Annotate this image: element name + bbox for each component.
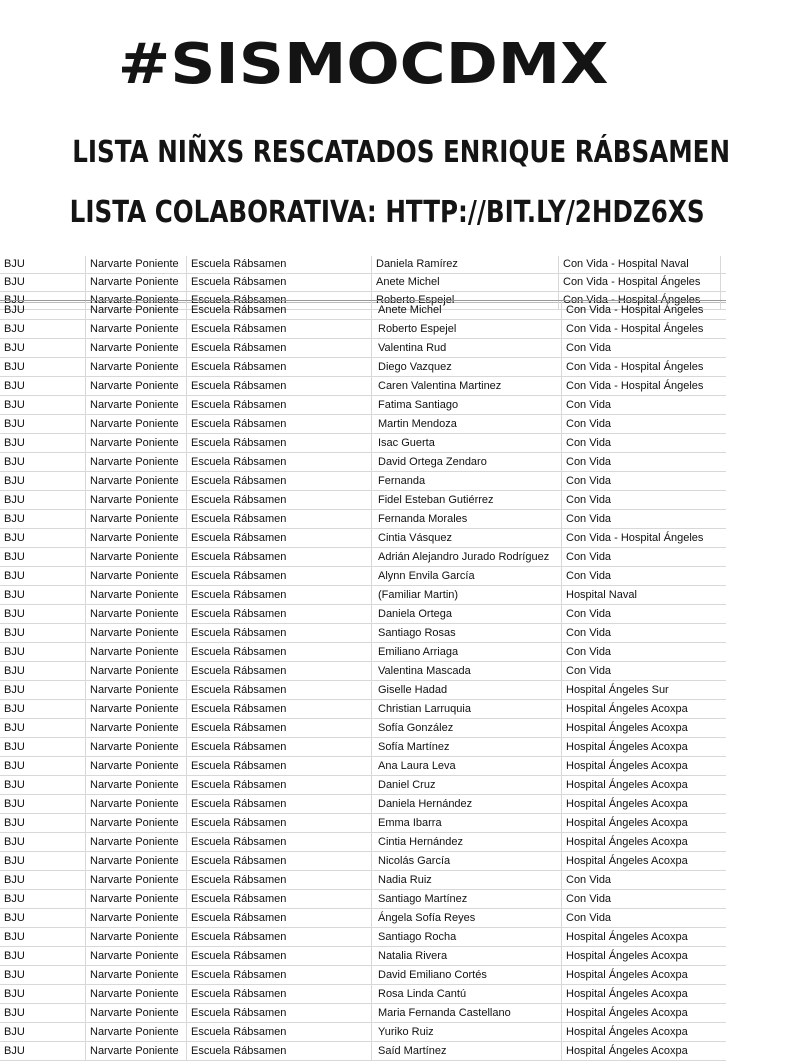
table-cell: Escuela Rábsamen (187, 776, 372, 794)
table-cell: Con Vida (566, 475, 612, 487)
table-cell: Escuela Rábsamen (187, 1023, 372, 1041)
table-cell: Saíd Martínez (374, 1042, 562, 1060)
table-cell: BJU (0, 795, 86, 813)
table-cell: Hospital Ángeles Acoxpa (566, 836, 688, 848)
table-row (0, 339, 726, 358)
table-cell: BJU (0, 985, 86, 1003)
table-cell: Narvarte Poniente (86, 1042, 187, 1060)
table-cell: Fernanda (374, 472, 562, 490)
table-cell: BJU (0, 339, 86, 357)
table-cell: Nadia Ruiz (374, 871, 562, 889)
table-cell: Narvarte Poniente (86, 624, 187, 642)
table-cell: Ana Laura Leva (374, 757, 562, 775)
table-row (0, 396, 726, 415)
table-row (0, 274, 726, 292)
table-cell: Narvarte Poniente (86, 833, 187, 851)
table-cell: Escuela Rábsamen (187, 1042, 372, 1060)
table-cell: Narvarte Poniente (86, 871, 187, 889)
table-cell: Hospital Ángeles Acoxpa (566, 798, 688, 810)
table-cell: Hospital Ángeles Acoxpa (566, 969, 688, 981)
table-cell: Con Vida (566, 665, 612, 677)
table-cell: (Familiar Martin) (374, 586, 562, 604)
table-cell: Narvarte Poniente (86, 738, 187, 756)
table-cell: Escuela Rábsamen (187, 928, 372, 946)
table-cell: Con Vida (566, 570, 612, 582)
table-cell: BJU (0, 510, 86, 528)
table-cell: Martin Mendoza (374, 415, 562, 433)
table-cell: Narvarte Poniente (86, 909, 187, 927)
table-cell: Alynn Envila García (374, 567, 562, 585)
table-row (0, 1023, 726, 1042)
table-cell: Escuela Rábsamen (187, 624, 372, 642)
table-row (0, 510, 726, 529)
table-cell: Con Vida - Hospital Ángeles (566, 304, 704, 316)
table-cell: BJU (0, 700, 86, 718)
table-cell: Caren Valentina Martinez (374, 377, 562, 395)
table-cell: Escuela Rábsamen (187, 415, 372, 433)
table-cell: BJU (0, 681, 86, 699)
table-cell: Emiliano Arriaga (374, 643, 562, 661)
table-row (0, 548, 726, 567)
table-cell: Narvarte Poniente (86, 434, 187, 452)
table-cell: Maria Fernanda Castellano (374, 1004, 562, 1022)
table-cell: Con Vida (566, 646, 612, 658)
table-cell: Narvarte Poniente (86, 377, 187, 395)
table-cell: Narvarte Poniente (86, 814, 187, 832)
table-cell: Cintia Hernández (374, 833, 562, 851)
table-cell: BJU (0, 814, 86, 832)
table-row (0, 757, 726, 776)
table-cell: BJU (0, 947, 86, 965)
table-cell: Escuela Rábsamen (187, 795, 372, 813)
table-cell: Narvarte Poniente (86, 605, 187, 623)
table-cell: Escuela Rábsamen (187, 738, 372, 756)
table-cell: Cintia Vásquez (374, 529, 562, 547)
table-row (0, 700, 726, 719)
table-row (0, 890, 726, 909)
table-cell: Hospital Ángeles Acoxpa (566, 950, 688, 962)
table-cell: Hospital Ángeles Acoxpa (566, 1045, 688, 1057)
table-cell: Con Vida - Hospital Naval (559, 256, 721, 274)
table-cell: Narvarte Poniente (86, 643, 187, 661)
table-cell: Narvarte Poniente (86, 567, 187, 585)
table-cell: BJU (0, 434, 86, 452)
table-cell: BJU (0, 1023, 86, 1041)
table-cell: Narvarte Poniente (86, 890, 187, 908)
spreadsheet-main (0, 300, 726, 1057)
table-cell: Con Vida (566, 893, 612, 905)
table-cell: BJU (0, 472, 86, 490)
table-cell: BJU (0, 396, 86, 414)
table-cell: Hospital Ángeles Acoxpa (566, 741, 688, 753)
table-cell: Narvarte Poniente (86, 985, 187, 1003)
table-cell: Con Vida - Hospital Ángeles (566, 361, 704, 373)
table-cell: Narvarte Poniente (86, 415, 187, 433)
table-cell: Hospital Ángeles Acoxpa (566, 779, 688, 791)
table-cell: Sofía Martínez (374, 738, 562, 756)
table-cell: Con Vida (566, 627, 612, 639)
table-cell: Escuela Rábsamen (187, 339, 372, 357)
table-cell: Escuela Rábsamen (187, 320, 372, 338)
table-row (0, 795, 726, 814)
table-cell: BJU (0, 256, 86, 274)
table-cell: Adrián Alejandro Jurado Rodríguez (374, 548, 562, 566)
table-cell: Escuela Rábsamen (187, 890, 372, 908)
table-cell: Escuela Rábsamen (187, 434, 372, 452)
hashtag-text: #SISMOCDMX (117, 32, 609, 97)
table-cell: Narvarte Poniente (86, 292, 187, 310)
table-row (0, 852, 726, 871)
table-cell: BJU (0, 605, 86, 623)
table-cell: Fernanda Morales (374, 510, 562, 528)
table-cell: Narvarte Poniente (86, 453, 187, 471)
table-cell: Escuela Rábsamen (187, 643, 372, 661)
table-cell: BJU (0, 643, 86, 661)
table-cell: Escuela Rábsamen (187, 909, 372, 927)
table-cell: Narvarte Poniente (86, 947, 187, 965)
table-row (0, 643, 726, 662)
table-row (0, 776, 726, 795)
table-cell: Con Vida (566, 608, 612, 620)
table-cell: BJU (0, 890, 86, 908)
table-cell: Narvarte Poniente (86, 548, 187, 566)
table-cell: BJU (0, 624, 86, 642)
table-cell: BJU (0, 548, 86, 566)
table-row (0, 814, 726, 833)
table-cell: Escuela Rábsamen (187, 358, 372, 376)
table-cell: Escuela Rábsamen (187, 814, 372, 832)
table-cell: Escuela Rábsamen (187, 966, 372, 984)
table-cell: Con Vida (566, 342, 612, 354)
table-row (0, 624, 726, 643)
spreadsheet-fragment-top (0, 256, 726, 306)
table-cell: Natalia Rivera (374, 947, 562, 965)
table-cell: Escuela Rábsamen (187, 301, 372, 319)
table-row (0, 833, 726, 852)
table-cell: BJU (0, 415, 86, 433)
table-cell: Nicolás García (374, 852, 562, 870)
table-cell: Rosa Linda Cantú (374, 985, 562, 1003)
table-row (0, 529, 726, 548)
table-cell: Escuela Rábsamen (187, 453, 372, 471)
table-cell: Narvarte Poniente (86, 274, 187, 292)
table-cell: Escuela Rábsamen (187, 605, 372, 623)
table-row (0, 947, 726, 966)
table-cell: Narvarte Poniente (86, 339, 187, 357)
table-cell: BJU (0, 871, 86, 889)
table-cell: BJU (0, 292, 86, 310)
table-cell: Narvarte Poniente (86, 852, 187, 870)
table-cell: Narvarte Poniente (86, 301, 187, 319)
table-row (0, 301, 726, 320)
table-row (0, 586, 726, 605)
table-row (0, 871, 726, 890)
table-row (0, 256, 726, 274)
table-cell: BJU (0, 453, 86, 471)
link-line-text: LISTA COLABORATIVA: HTTP://BIT.LY/2HDZ6XS (69, 195, 705, 230)
table-cell: Escuela Rábsamen (187, 586, 372, 604)
table-cell: Daniela Ortega (374, 605, 562, 623)
table-row (0, 662, 726, 681)
table-cell: Con Vida (566, 456, 612, 468)
poster-header (0, 0, 731, 250)
collaborative-link-line (0, 188, 726, 238)
table-cell: Santiago Martínez (374, 890, 562, 908)
table-cell: Giselle Hadad (374, 681, 562, 699)
table-cell: Isac Guerta (374, 434, 562, 452)
table-cell: Hospital Ángeles Acoxpa (566, 855, 688, 867)
table-cell: Con Vida (566, 513, 612, 525)
table-cell: BJU (0, 1042, 86, 1060)
table-row (0, 1042, 726, 1061)
table-row (0, 415, 726, 434)
table-cell: David Ortega Zendaro (374, 453, 562, 471)
table-cell: Escuela Rábsamen (187, 985, 372, 1003)
table-cell: Escuela Rábsamen (187, 529, 372, 547)
table-cell: Con Vida - Hospital Ángeles (559, 292, 721, 310)
table-cell: Hospital Ángeles Acoxpa (566, 1007, 688, 1019)
table-cell: BJU (0, 491, 86, 509)
table-cell: Escuela Rábsamen (187, 396, 372, 414)
table-cell: Narvarte Poniente (86, 757, 187, 775)
table-cell: Con Vida (566, 437, 612, 449)
table-cell: Roberto Espejel (372, 292, 559, 310)
table-cell: Escuela Rábsamen (187, 947, 372, 965)
table-cell: Escuela Rábsamen (187, 852, 372, 870)
table-cell: Escuela Rábsamen (187, 700, 372, 718)
table-cell: Narvarte Poniente (86, 529, 187, 547)
table-cell: BJU (0, 377, 86, 395)
table-cell: Santiago Rocha (374, 928, 562, 946)
table-cell: Narvarte Poniente (86, 681, 187, 699)
hashtag-title (0, 22, 726, 108)
table-cell: Con Vida - Hospital Ángeles (566, 532, 704, 544)
table-cell: Narvarte Poniente (86, 491, 187, 509)
table-cell: Narvarte Poniente (86, 662, 187, 680)
table-cell: Con Vida - Hospital Ángeles (559, 274, 721, 292)
table-cell: Escuela Rábsamen (187, 274, 372, 292)
table-cell: Escuela Rábsamen (187, 662, 372, 680)
table-cell: BJU (0, 301, 86, 319)
table-cell: Daniela Ramírez (372, 256, 559, 274)
table-cell: BJU (0, 966, 86, 984)
table-cell: Escuela Rábsamen (187, 757, 372, 775)
table-cell: Ángela Sofía Reyes (374, 909, 562, 927)
table-cell: Hospital Ángeles Acoxpa (566, 988, 688, 1000)
table-cell: Narvarte Poniente (86, 795, 187, 813)
table-cell: Narvarte Poniente (86, 472, 187, 490)
table-cell: Hospital Naval (566, 589, 637, 601)
table-cell: BJU (0, 320, 86, 338)
table-row (0, 434, 726, 453)
table-row (0, 605, 726, 624)
table-cell: Con Vida - Hospital Ángeles (566, 380, 704, 392)
table-cell: BJU (0, 757, 86, 775)
table-cell: Daniel Cruz (374, 776, 562, 794)
table-cell: Anete Michel (374, 301, 562, 319)
table-cell: BJU (0, 833, 86, 851)
table-cell: Con Vida (566, 418, 612, 430)
subtitle-text: LISTA NIÑXS RESCATADOS ENRIQUE RÁBSAMEN (72, 135, 731, 170)
table-row (0, 681, 726, 700)
list-subtitle (0, 128, 731, 178)
table-cell: Fidel Esteban Gutiérrez (374, 491, 562, 509)
table-cell: David Emiliano Cortés (374, 966, 562, 984)
table-cell: Christian Larruquia (374, 700, 562, 718)
table-cell: Emma Ibarra (374, 814, 562, 832)
table-cell: Con Vida (566, 399, 612, 411)
table-cell: Escuela Rábsamen (187, 377, 372, 395)
table-cell: BJU (0, 719, 86, 737)
table-row (0, 472, 726, 491)
table-row (0, 320, 726, 339)
table-cell: Narvarte Poniente (86, 966, 187, 984)
table-row (0, 985, 726, 1004)
table-cell: Hospital Ángeles Acoxpa (566, 817, 688, 829)
table-cell: Escuela Rábsamen (187, 567, 372, 585)
table-cell: BJU (0, 928, 86, 946)
table-cell: Narvarte Poniente (86, 1023, 187, 1041)
table-cell: Hospital Ángeles Acoxpa (566, 760, 688, 772)
table-cell: Roberto Espejel (374, 320, 562, 338)
table-row (0, 453, 726, 472)
table-cell: Narvarte Poniente (86, 928, 187, 946)
table-cell: Escuela Rábsamen (187, 871, 372, 889)
table-cell: Con Vida (566, 494, 612, 506)
table-row (0, 358, 726, 377)
table-cell: BJU (0, 358, 86, 376)
table-cell: Narvarte Poniente (86, 256, 187, 274)
table-cell: Hospital Ángeles Acoxpa (566, 931, 688, 943)
table-cell: Diego Vazquez (374, 358, 562, 376)
table-row (0, 966, 726, 985)
table-cell: Escuela Rábsamen (187, 681, 372, 699)
table-cell: Narvarte Poniente (86, 396, 187, 414)
table-row (0, 1004, 726, 1023)
table-cell: Narvarte Poniente (86, 776, 187, 794)
table-cell: Con Vida (566, 912, 612, 924)
table-cell: Escuela Rábsamen (187, 833, 372, 851)
table-cell: Escuela Rábsamen (187, 1004, 372, 1022)
table-cell: Narvarte Poniente (86, 586, 187, 604)
table-cell: Escuela Rábsamen (187, 510, 372, 528)
table-cell: Escuela Rábsamen (187, 491, 372, 509)
table-row (0, 738, 726, 757)
table-cell: Con Vida (566, 551, 612, 563)
table-cell: Sofía González (374, 719, 562, 737)
table-cell: Con Vida (566, 874, 612, 886)
table-cell: Escuela Rábsamen (187, 548, 372, 566)
table-cell: Escuela Rábsamen (187, 472, 372, 490)
table-cell: BJU (0, 529, 86, 547)
table-row (0, 909, 726, 928)
table-row (0, 719, 726, 738)
table-cell: Valentina Rud (374, 339, 562, 357)
table-row (0, 377, 726, 396)
table-cell: BJU (0, 852, 86, 870)
table-row (0, 567, 726, 586)
table-cell: Narvarte Poniente (86, 320, 187, 338)
table-cell: BJU (0, 567, 86, 585)
table-cell: BJU (0, 909, 86, 927)
table-cell: Daniela Hernández (374, 795, 562, 813)
table-row (0, 491, 726, 510)
table-cell: Narvarte Poniente (86, 510, 187, 528)
table-cell: Hospital Ángeles Acoxpa (566, 722, 688, 734)
table-cell: Hospital Ángeles Acoxpa (566, 703, 688, 715)
table-cell: BJU (0, 586, 86, 604)
table-cell: BJU (0, 662, 86, 680)
table-cell: Narvarte Poniente (86, 358, 187, 376)
table-cell: Fatima Santiago (374, 396, 562, 414)
table-cell: BJU (0, 1004, 86, 1022)
table-cell: Hospital Ángeles Sur (566, 684, 669, 696)
table-cell: BJU (0, 738, 86, 756)
table-cell: Santiago Rosas (374, 624, 562, 642)
table-cell: Escuela Rábsamen (187, 292, 372, 310)
table-cell: Narvarte Poniente (86, 1004, 187, 1022)
table-cell: Valentina Mascada (374, 662, 562, 680)
table-row (0, 928, 726, 947)
table-cell: BJU (0, 776, 86, 794)
table-cell: Yuriko Ruiz (374, 1023, 562, 1041)
table-cell: Hospital Ángeles Acoxpa (566, 1026, 688, 1038)
table-cell: Escuela Rábsamen (187, 719, 372, 737)
table-cell: Con Vida - Hospital Ángeles (566, 323, 704, 335)
table-cell: BJU (0, 274, 86, 292)
table-cell: Narvarte Poniente (86, 719, 187, 737)
table-cell: Anete Michel (372, 274, 559, 292)
table-cell: Narvarte Poniente (86, 700, 187, 718)
table-cell: Escuela Rábsamen (187, 256, 372, 274)
